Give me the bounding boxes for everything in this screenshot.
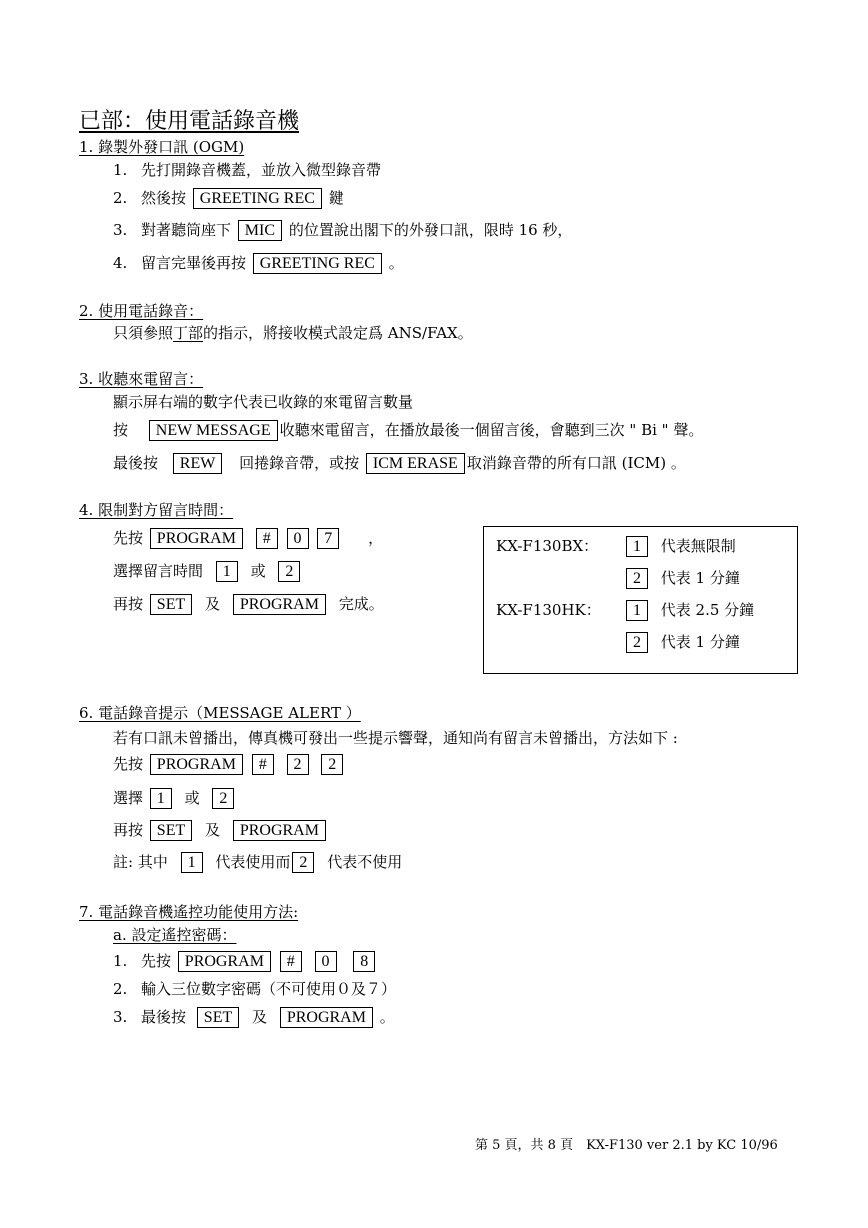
option-text: 代表 1 分鐘	[660, 633, 740, 651]
set-key: SET	[150, 820, 192, 841]
digit-0-key: 0	[315, 951, 337, 972]
s6-pre: 先按	[113, 755, 144, 773]
digit-1-key: 1	[626, 536, 648, 557]
s3-pre: 按	[113, 421, 129, 439]
digit-2-key: 2	[321, 754, 343, 775]
s3-post: 取消錄音帶的所有口訊 (ICM) 。	[466, 454, 686, 472]
or-text: 或	[184, 789, 200, 807]
step-text: 最後按	[141, 1008, 187, 1026]
and-text: 及	[205, 821, 221, 839]
step-number: 3.	[113, 221, 128, 239]
section-4-heading: 4. 限制對方留言時間：	[79, 501, 234, 519]
step-text: 先按	[141, 952, 172, 970]
s3-line-2	[113, 420, 703, 441]
step-number: 1.	[113, 952, 128, 970]
model-bx-row-2	[624, 568, 740, 589]
icm-erase-key: ICM ERASE	[366, 453, 465, 474]
step-number: 3.	[113, 1008, 128, 1026]
step-text: 先打開錄音機蓋，並放入微型錄音帶	[141, 161, 382, 179]
digit-1-key: 1	[150, 788, 172, 809]
s7-step-3	[113, 1007, 395, 1028]
program-key: PROGRAM	[178, 951, 271, 972]
step-number: 4.	[113, 254, 128, 272]
s6-note: 註: 其中	[113, 853, 168, 871]
step-text: 對著聽筒座下	[141, 221, 232, 239]
digit-2-key: 2	[212, 788, 234, 809]
step-text: 然後按	[141, 189, 187, 207]
s7-step-1	[113, 951, 377, 972]
and-text: 及	[252, 1008, 268, 1026]
s1-step-1	[113, 160, 381, 180]
section-2-heading: 2. 使用電話錄音：	[79, 302, 204, 320]
page-title: 已部：使用電話錄音機	[79, 109, 300, 134]
program-key: PROGRAM	[150, 528, 243, 549]
model-hk-row-2	[624, 632, 740, 653]
model-hk-label: KX-F130HK：	[496, 601, 601, 619]
part-d-link[interactable]: 丁部	[173, 324, 204, 342]
option-text: 代表 1 分鐘	[660, 569, 740, 587]
s2-text	[113, 323, 473, 343]
s6-pre: 選擇	[113, 789, 144, 807]
s1-step-2	[113, 188, 344, 209]
step-number: 1.	[113, 161, 128, 179]
and-text: 及	[205, 595, 221, 613]
model-hk-row-1	[624, 600, 754, 621]
s1-step-4	[113, 253, 404, 274]
program-key: PROGRAM	[150, 754, 243, 775]
digit-7-key: 7	[317, 528, 339, 549]
step-text: 。	[388, 254, 404, 272]
greeting-rec-key: GREETING REC	[193, 188, 322, 209]
greeting-rec-key: GREETING REC	[253, 253, 382, 274]
digit-8-key: 8	[353, 951, 375, 972]
option-text: 代表無限制	[660, 537, 736, 555]
step-text: 的位置說出閣下的外發口訊，限時 16 秒，	[288, 221, 573, 239]
s3-pre: 最後按	[113, 454, 159, 472]
s4-comma: ，	[368, 529, 384, 547]
rew-key: REW	[173, 453, 223, 474]
s4-pre: 再按	[113, 595, 144, 613]
s6-post: 代表不使用	[327, 853, 403, 871]
digit-2-key: 2	[292, 852, 314, 873]
s3-post: 收聽來電留言，在播放最後一個留言後，會聽到三次 " Bi " 聲。	[279, 421, 704, 439]
model-panel	[483, 526, 798, 674]
set-key: SET	[150, 594, 192, 615]
step-text: 。	[379, 1008, 395, 1026]
step-text: 鍵	[328, 189, 344, 207]
s4-post: 完成。	[338, 595, 384, 613]
model-bx-label: KX-F130BX：	[496, 537, 599, 555]
s4-line-2	[113, 561, 302, 582]
hash-key: #	[256, 528, 278, 549]
s6-line-2	[113, 788, 236, 809]
s6-description: 若有口訊未曾播出，傳真機可發出一些提示響聲，通知尚有留言未曾播出，方法如下 :	[113, 729, 678, 747]
digit-0-key: 0	[287, 528, 309, 549]
section-6-heading: 6. 電話錄音提示（MESSAGE ALERT ）	[79, 704, 361, 722]
s7-subheading: a. 設定遙控密碼：	[113, 926, 237, 944]
section-3-heading: 3. 收聽來電留言：	[79, 370, 204, 388]
option-text: 代表 2.5 分鐘	[660, 601, 755, 619]
digit-2-key: 2	[278, 561, 300, 582]
s7-step-2	[113, 979, 396, 999]
s1-step-3	[113, 220, 572, 241]
set-key: SET	[197, 1007, 239, 1028]
s4-line-1	[113, 528, 383, 549]
s6-line-3	[113, 820, 328, 841]
section-7-heading: 7. 電話錄音機遙控功能使用方法:	[79, 903, 299, 921]
step-number: 2.	[113, 980, 128, 998]
or-text: 或	[250, 562, 266, 580]
digit-1-key: 1	[626, 600, 648, 621]
s6-line-1	[113, 754, 345, 775]
new-message-key: NEW MESSAGE	[149, 420, 278, 441]
s2-pre: 只須參照	[113, 324, 174, 342]
step-number: 2.	[113, 189, 128, 207]
program-key: PROGRAM	[280, 1007, 373, 1028]
s6-mid: 代表使用而	[215, 853, 291, 871]
s4-pre: 選擇留言時間	[113, 562, 204, 580]
model-bx-row-1	[624, 536, 736, 557]
s3-mid: 回捲錄音帶，或按	[239, 454, 360, 472]
step-text: 留言完畢後再按	[141, 254, 247, 272]
program-key: PROGRAM	[233, 820, 326, 841]
digit-2-key: 2	[626, 632, 648, 653]
section-1-heading: 1. 錄製外發口訊 (OGM)	[79, 138, 245, 156]
hash-key: #	[280, 951, 302, 972]
digit-1-key: 1	[181, 852, 203, 873]
step-text: 輸入三位數字密碼（不可使用０及７）	[141, 980, 397, 998]
hash-key: #	[252, 754, 274, 775]
digit-1-key: 1	[216, 561, 238, 582]
s6-line-4	[113, 852, 402, 873]
mic-key: MIC	[238, 220, 282, 241]
digit-2-key: 2	[626, 568, 648, 589]
digit-2-key: 2	[287, 754, 309, 775]
s6-pre: 再按	[113, 821, 144, 839]
s3-line-1: 顯示屏右端的數字代表已收錄的來電留言數量	[113, 393, 414, 411]
s4-line-3	[113, 594, 384, 615]
s2-post: 的指示，將接收模式設定爲 ANS/FAX。	[203, 324, 473, 342]
s3-line-3	[113, 453, 686, 474]
s4-pre: 先按	[113, 529, 144, 547]
program-key: PROGRAM	[233, 594, 326, 615]
page-footer: 第 5 頁，共 8 頁 KX-F130 ver 2.1 by KC 10/96	[475, 1138, 778, 1153]
